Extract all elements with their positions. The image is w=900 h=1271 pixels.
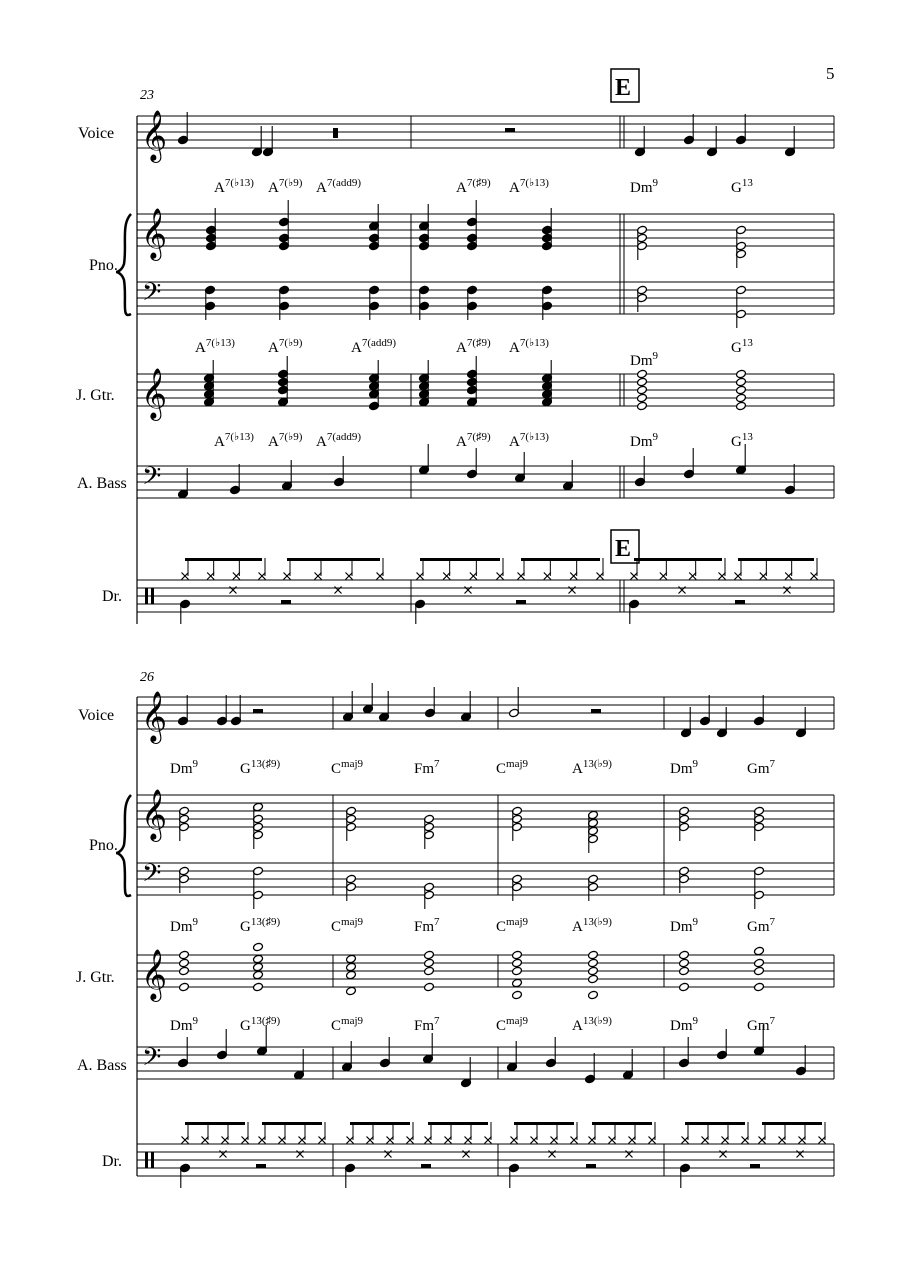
percussion-clef-icon [145, 1152, 148, 1168]
beam [634, 558, 722, 561]
instrument-label-guitar: J. Gtr. [76, 387, 115, 404]
chord-symbol: Dm$^9$ [630, 350, 658, 369]
cymbal-notehead [660, 573, 667, 580]
treble-clef-icon: 𝄞 [141, 692, 168, 741]
notehead [424, 966, 435, 976]
treble-clef-icon: 𝄞 [141, 790, 168, 839]
clefs [141, 692, 167, 1168]
cymbal-notehead [589, 1137, 596, 1144]
chord-symbol: $A^{7(add9)}$ [316, 431, 362, 450]
cymbal-notehead [785, 573, 792, 580]
half-rest [281, 600, 291, 604]
system-2 [76, 670, 834, 1188]
cymbal-notehead [315, 573, 322, 580]
rehearsal-mark-drums: E [615, 536, 632, 562]
chord-symbol: Dm$^9$ [670, 916, 698, 935]
half-rest [421, 1164, 431, 1168]
bass-clef-icon: 𝄢 [142, 279, 162, 312]
cymbal-notehead [470, 573, 477, 580]
chord-symbol: $A^{7(add9)}$ [351, 337, 397, 356]
cymbal-notehead [445, 1137, 452, 1144]
chord-symbol: Fm$^7$ [414, 1015, 440, 1034]
chord-symbol: Dm$^9$ [630, 177, 658, 196]
treble-clef-icon: 𝄞 [141, 950, 168, 999]
cymbal-notehead [702, 1137, 709, 1144]
notehead [346, 986, 357, 996]
instrument-label-voice: Voice [78, 125, 115, 142]
notehead [637, 401, 648, 411]
bass-clef-icon: 𝄢 [142, 860, 162, 893]
cymbal-notehead [722, 1137, 729, 1144]
chord-symbol: $C^{maj9}$ [496, 1015, 529, 1034]
cymbal-notehead [682, 1137, 689, 1144]
treble-clef-icon: 𝄞 [141, 369, 168, 418]
notehead [253, 970, 264, 980]
notehead [679, 966, 690, 976]
instrument-label-bass: A. Bass [77, 475, 127, 492]
notehead [637, 385, 648, 395]
notehead [253, 982, 264, 992]
chord-symbol: $G^{13}$ [731, 431, 753, 450]
cymbal-notehead [347, 1137, 354, 1144]
notehead [736, 401, 747, 411]
chord-symbol: $A^{7(♯9)}$ [456, 431, 491, 450]
chord-symbol: $G^{13(♯9)}$ [240, 758, 281, 777]
notehead [253, 954, 264, 964]
chord-symbol: $G^{13}$ [731, 337, 753, 356]
notehead [588, 990, 599, 1000]
cymbal-notehead [531, 1137, 538, 1144]
half-rest [256, 1164, 266, 1168]
beam [185, 1122, 245, 1125]
chord-symbol: $A^{7(add9)}$ [316, 177, 362, 196]
cymbal-notehead [407, 1137, 414, 1144]
chord-symbol: $A^{13(♭9)}$ [572, 758, 612, 777]
cymbal-notehead [609, 1137, 616, 1144]
beam [762, 1122, 822, 1125]
beam [514, 1122, 574, 1125]
cymbal-notehead [811, 573, 818, 580]
chord-symbol: $A^{7(♭13)}$ [214, 431, 254, 450]
cymbal-notehead [319, 1137, 326, 1144]
cymbal-notehead [551, 1137, 558, 1144]
treble-clef-icon: 𝄞 [141, 209, 168, 258]
chord-symbol: $A^{7(♭13)}$ [509, 431, 549, 450]
cymbal-notehead [742, 1137, 749, 1144]
chord-symbol: Dm$^9$ [670, 1015, 698, 1034]
beam [738, 558, 814, 561]
cymbal-notehead [544, 573, 551, 580]
chord-symbol: Gm$^7$ [747, 916, 775, 935]
chord-symbol: $A^{7(♯9)}$ [456, 177, 491, 196]
cymbal-notehead [417, 573, 424, 580]
cymbal-notehead [182, 573, 189, 580]
cymbal-notehead [629, 1137, 636, 1144]
beam [350, 1122, 410, 1125]
beam [287, 558, 380, 561]
cymbal-notehead [377, 573, 384, 580]
instrument-label-voice: Voice [78, 707, 115, 724]
cymbal-notehead [443, 573, 450, 580]
cymbal-notehead [571, 1137, 578, 1144]
cymbal-notehead [465, 1137, 472, 1144]
notehead [179, 950, 190, 960]
notehead [679, 950, 690, 960]
notehead [754, 958, 765, 968]
instrument-label-piano: Pno. [89, 837, 118, 854]
chord-symbol: Dm$^9$ [170, 1015, 198, 1034]
staff-lines [137, 116, 834, 612]
notehead [588, 958, 599, 968]
notehead [588, 974, 599, 984]
notehead [179, 958, 190, 968]
beam [685, 1122, 745, 1125]
cymbal-notehead [570, 573, 577, 580]
chord-symbol: $G^{13(♯9)}$ [240, 916, 281, 935]
cymbal-notehead [222, 1137, 229, 1144]
instrument-label-piano: Pno. [89, 257, 118, 274]
cymbal-notehead [497, 573, 504, 580]
system-1 [76, 69, 834, 624]
notehead [512, 990, 523, 1000]
chord-symbol: $A^{7(♭9)}$ [268, 431, 303, 450]
cymbal-notehead [735, 573, 742, 580]
chord-symbol: $C^{maj9}$ [331, 758, 364, 777]
page-number: 5 [826, 64, 835, 83]
cymbal-notehead [597, 573, 604, 580]
cymbal-notehead [367, 1137, 374, 1144]
cymbal-notehead [759, 1137, 766, 1144]
notehead [736, 377, 747, 387]
notehead [637, 393, 648, 403]
notehead [346, 962, 357, 972]
half-rest [591, 709, 601, 713]
chord-symbol: $A^{7(♭13)}$ [195, 337, 235, 356]
notehead [754, 982, 765, 992]
notehead [637, 369, 648, 379]
chord-symbol: $A^{7(♭13)}$ [509, 177, 549, 196]
notehead [754, 946, 765, 956]
half-rest [253, 709, 263, 713]
instrument-label-drums: Dr. [102, 588, 122, 605]
cymbal-notehead [719, 573, 726, 580]
measure-number: 26 [140, 670, 154, 685]
notehead [253, 962, 264, 972]
chord-symbol: $A^{7(♭9)}$ [268, 337, 303, 356]
percussion-clef-icon [151, 588, 154, 604]
cymbal-notehead [259, 1137, 266, 1144]
chord-symbol: Gm$^7$ [747, 758, 775, 777]
cymbal-notehead [485, 1137, 492, 1144]
bass-clef-icon: 𝄢 [142, 1044, 162, 1077]
cymbal-notehead [387, 1137, 394, 1144]
chord-symbol: $A^{13(♭9)}$ [572, 1015, 612, 1034]
bass-clef-icon: 𝄢 [142, 463, 162, 496]
cymbal-notehead [299, 1137, 306, 1144]
clefs [141, 111, 167, 604]
half-rest [505, 128, 515, 132]
chord-symbol: $A^{7(♭13)}$ [214, 177, 254, 196]
chord-symbol: Dm$^9$ [170, 758, 198, 777]
notehead [512, 958, 523, 968]
chord-symbol: $C^{maj9}$ [496, 758, 529, 777]
notehead [424, 982, 435, 992]
notehead [512, 950, 523, 960]
piano-brace [116, 795, 131, 896]
half-rest [735, 600, 745, 604]
beam [262, 1122, 322, 1125]
notehead [679, 958, 690, 968]
notehead [588, 950, 599, 960]
notehead [512, 978, 523, 988]
chord-symbol: Dm$^9$ [630, 431, 658, 450]
cymbal-notehead [182, 1137, 189, 1144]
beam [592, 1122, 652, 1125]
beam [521, 558, 600, 561]
notehead [179, 982, 190, 992]
notehead [637, 377, 648, 387]
notehead [679, 982, 690, 992]
chord-symbol: $A^{13(♭9)}$ [572, 916, 612, 935]
notehead [736, 393, 747, 403]
half-rest [750, 1164, 760, 1168]
cymbal-notehead [819, 1137, 826, 1144]
chord-symbol: Gm$^7$ [747, 1015, 775, 1034]
chord-symbol: Dm$^9$ [670, 758, 698, 777]
cymbal-notehead [511, 1137, 518, 1144]
cymbal-notehead [689, 573, 696, 580]
chord-symbol: $A^{7(♭9)}$ [268, 177, 303, 196]
piano-brace [116, 214, 131, 315]
notehead [179, 966, 190, 976]
beam [185, 558, 262, 561]
cymbal-notehead [760, 573, 767, 580]
notehead [512, 966, 523, 976]
measure-number: 23 [140, 88, 154, 103]
cymbal-notehead [207, 573, 214, 580]
cymbal-notehead [242, 1137, 249, 1144]
cymbal-notehead [799, 1137, 806, 1144]
half-rest [516, 600, 526, 604]
cymbal-notehead [779, 1137, 786, 1144]
chord-symbol: $A^{7(♭13)}$ [509, 337, 549, 356]
beam [428, 1122, 488, 1125]
cymbal-notehead [346, 573, 353, 580]
instrument-label-drums: Dr. [102, 1153, 122, 1170]
chord-symbol: Fm$^7$ [414, 758, 440, 777]
percussion-clef-icon [151, 1152, 154, 1168]
chord-symbol: Dm$^9$ [170, 916, 198, 935]
notehead [346, 954, 357, 964]
beam [420, 558, 500, 561]
instrument-label-guitar: J. Gtr. [76, 969, 115, 986]
rehearsal-mark: E [615, 75, 632, 101]
chord-symbol: $C^{maj9}$ [496, 916, 529, 935]
notehead [588, 966, 599, 976]
notehead [754, 966, 765, 976]
notehead [253, 942, 264, 952]
cymbal-notehead [284, 573, 291, 580]
notehead [736, 385, 747, 395]
cymbal-notehead [202, 1137, 209, 1144]
cymbal-notehead [259, 573, 266, 580]
cymbal-notehead [279, 1137, 286, 1144]
chord-symbol: $G^{13(♯9)}$ [240, 1015, 281, 1034]
notehead [346, 970, 357, 980]
notehead [424, 950, 435, 960]
chord-symbol: $A^{7(♯9)}$ [456, 337, 491, 356]
cymbal-notehead [649, 1137, 656, 1144]
cymbal-notehead [425, 1137, 432, 1144]
chord-symbol: $C^{maj9}$ [331, 916, 364, 935]
cymbal-notehead [518, 573, 525, 580]
chord-symbol: $C^{maj9}$ [331, 1015, 364, 1034]
half-rest [586, 1164, 596, 1168]
instrument-label-bass: A. Bass [77, 1057, 127, 1074]
notehead [424, 958, 435, 968]
chord-symbol: $G^{13}$ [731, 177, 753, 196]
percussion-clef-icon [145, 588, 148, 604]
treble-clef-icon: 𝄞 [141, 111, 168, 160]
cymbal-notehead [233, 573, 240, 580]
notehead [736, 369, 747, 379]
chord-symbol: Fm$^7$ [414, 916, 440, 935]
cymbal-notehead [631, 573, 638, 580]
